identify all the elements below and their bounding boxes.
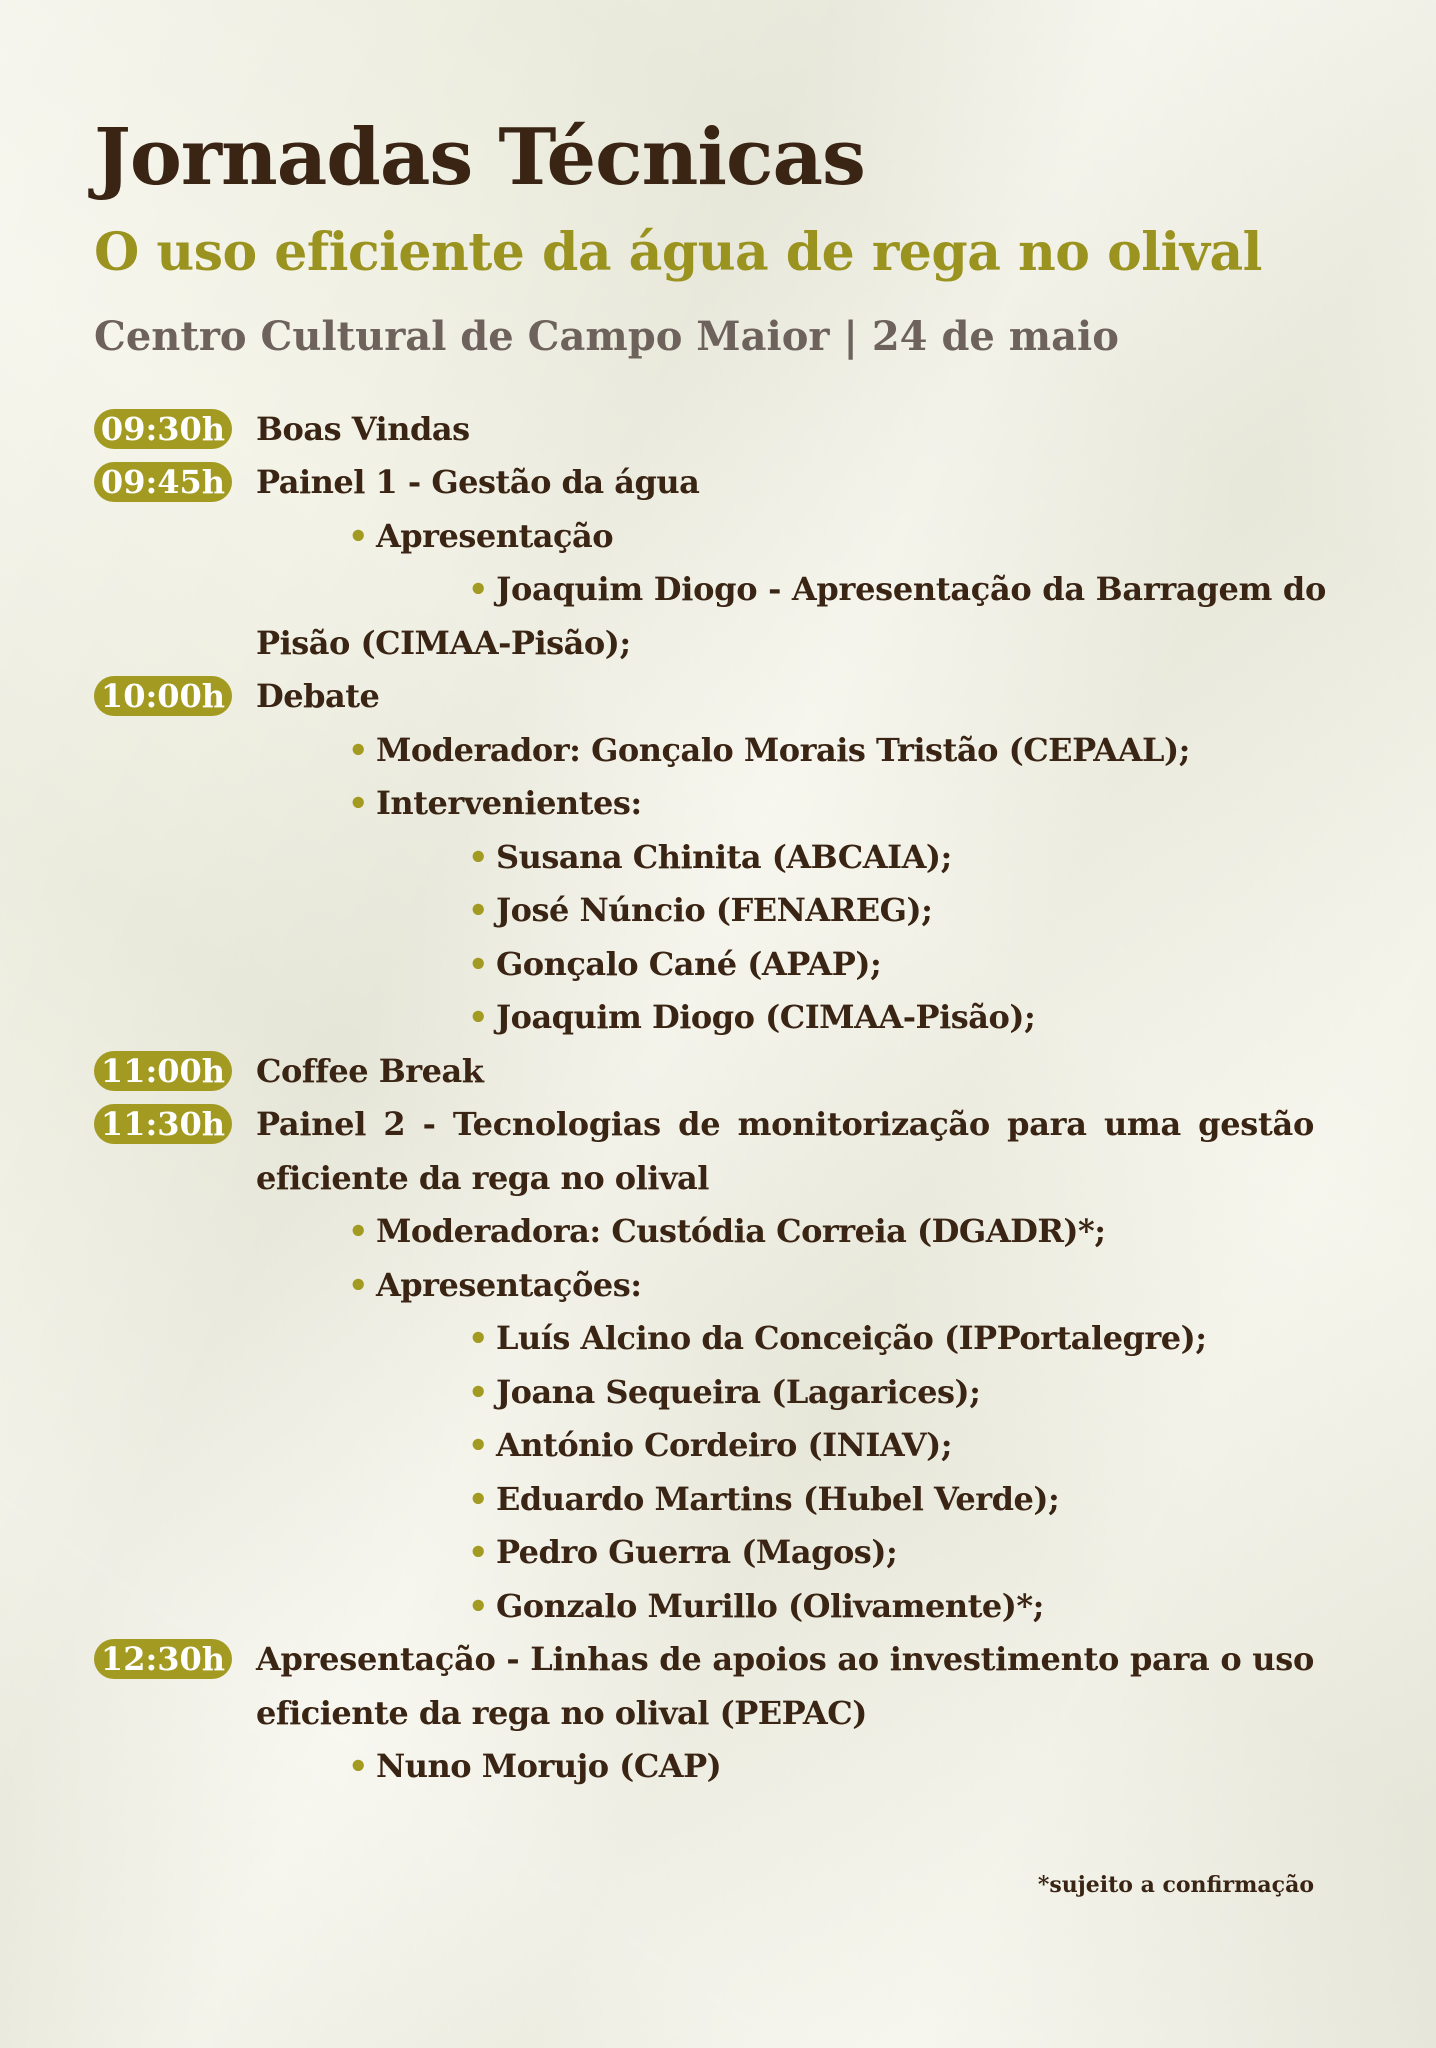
item-text: Moderadora: Custódia Correia (DGADR)*; bbox=[375, 1212, 1106, 1250]
bullet-icon: • bbox=[468, 1533, 488, 1571]
venue-date: Centro Cultural de Campo Maior | 24 de maio bbox=[94, 313, 1119, 360]
item-text: Joaquim Diogo (CIMAA-Pisão); bbox=[495, 998, 1036, 1036]
bullet-icon: • bbox=[348, 1747, 368, 1785]
item-text: Susana Chinita (ABCAIA); bbox=[495, 838, 952, 876]
bullet-icon: • bbox=[468, 1373, 488, 1411]
footnote: *sujeito a confirmação bbox=[1037, 1872, 1314, 1898]
session-title: Debate bbox=[256, 677, 380, 715]
agenda-item bbox=[94, 1259, 1314, 1312]
session-title: eficiente da rega no olival bbox=[256, 1159, 709, 1197]
bullet-icon: • bbox=[468, 570, 489, 608]
session-title: Apresentação - Linhas de apoios ao investimento para o uso bbox=[256, 1640, 1314, 1678]
agenda-row bbox=[94, 1633, 1314, 1686]
agenda-row-continuation bbox=[94, 1687, 1314, 1740]
item-text: Moderador: Gonçalo Morais Tristão (CEPAAL); bbox=[375, 731, 1190, 769]
agenda-item bbox=[94, 1473, 1314, 1526]
session-title: Painel 1 - Gestão da água bbox=[256, 463, 700, 501]
agenda-item bbox=[94, 1312, 1314, 1365]
agenda-row bbox=[94, 670, 1314, 723]
item-text: Intervenientes: bbox=[375, 784, 642, 822]
bullet-icon: • bbox=[348, 1266, 368, 1304]
item-text: Gonzalo Murillo (Olivamente)*; bbox=[495, 1587, 1044, 1625]
item-text: Gonçalo Cané (APAP); bbox=[495, 945, 882, 983]
bullet-icon: • bbox=[468, 945, 488, 983]
agenda-row-continuation bbox=[94, 1152, 1314, 1205]
item-text: António Cordeiro (INIAV); bbox=[495, 1426, 953, 1464]
agenda-item bbox=[94, 938, 1314, 991]
bullet-icon: • bbox=[468, 1587, 488, 1625]
agenda-item bbox=[94, 777, 1314, 830]
bullet-icon: • bbox=[468, 998, 488, 1036]
agenda-item bbox=[94, 510, 1314, 563]
agenda-item-continuation bbox=[94, 617, 1314, 670]
bullet-icon: • bbox=[348, 517, 368, 555]
agenda-row bbox=[94, 403, 1314, 456]
agenda-item bbox=[94, 831, 1314, 884]
item-text: Apresentação bbox=[375, 517, 614, 555]
item-text: Apresentações: bbox=[375, 1266, 642, 1304]
agenda-item bbox=[94, 884, 1314, 937]
bullet-icon: • bbox=[468, 891, 488, 929]
agenda-row bbox=[94, 1098, 1314, 1151]
bullet-icon: • bbox=[348, 1212, 368, 1250]
session-title: Painel 2 - Tecnologias de monitorização para uma gestão bbox=[256, 1105, 1314, 1143]
bullet-icon: • bbox=[468, 838, 488, 876]
time-badge: 09:30h bbox=[94, 409, 232, 449]
session-title: Boas Vindas bbox=[256, 410, 470, 448]
agenda-item bbox=[94, 1740, 1314, 1793]
time-badge: 11:30h bbox=[94, 1104, 232, 1144]
page-title: Jornadas Técnicas bbox=[94, 112, 865, 203]
time-badge: 10:00h bbox=[94, 676, 232, 716]
agenda-item bbox=[94, 1366, 1314, 1419]
item-text: Pedro Guerra (Magos); bbox=[495, 1533, 898, 1571]
bullet-icon: • bbox=[348, 784, 368, 822]
agenda-item bbox=[94, 1580, 1314, 1633]
bullet-icon: • bbox=[348, 731, 368, 769]
item-text: Pisão (CIMAA-Pisão); bbox=[256, 624, 631, 662]
time-badge: 12:30h bbox=[94, 1639, 232, 1679]
item-text: Luís Alcino da Conceição (IPPortalegre); bbox=[495, 1319, 1207, 1357]
agenda-row bbox=[94, 456, 1314, 509]
item-text: Joana Sequeira (Lagarices); bbox=[495, 1373, 981, 1411]
agenda-item bbox=[94, 1419, 1314, 1472]
agenda-item bbox=[94, 563, 1327, 616]
item-text: José Núncio (FENAREG); bbox=[495, 891, 933, 929]
item-text: Eduardo Martins (Hubel Verde); bbox=[495, 1480, 1060, 1518]
agenda-item bbox=[94, 991, 1314, 1044]
session-title: eficiente da rega no olival (PEPAC) bbox=[256, 1694, 867, 1732]
item-text: Joaquim Diogo - Apresentação da Barragem do bbox=[496, 570, 1327, 608]
bullet-icon: • bbox=[468, 1426, 488, 1464]
agenda-item bbox=[94, 1526, 1314, 1579]
item-text: Nuno Morujo (CAP) bbox=[375, 1747, 722, 1785]
session-title: Coffee Break bbox=[256, 1052, 484, 1090]
time-badge: 11:00h bbox=[94, 1051, 232, 1091]
agenda-item bbox=[94, 1205, 1314, 1258]
bullet-icon: • bbox=[468, 1319, 488, 1357]
time-badge: 09:45h bbox=[94, 462, 232, 502]
bullet-icon: • bbox=[468, 1480, 488, 1518]
page-subtitle: O uso eficiente da água de rega no olival bbox=[94, 222, 1262, 283]
agenda-row bbox=[94, 1045, 1314, 1098]
agenda-item bbox=[94, 724, 1314, 777]
